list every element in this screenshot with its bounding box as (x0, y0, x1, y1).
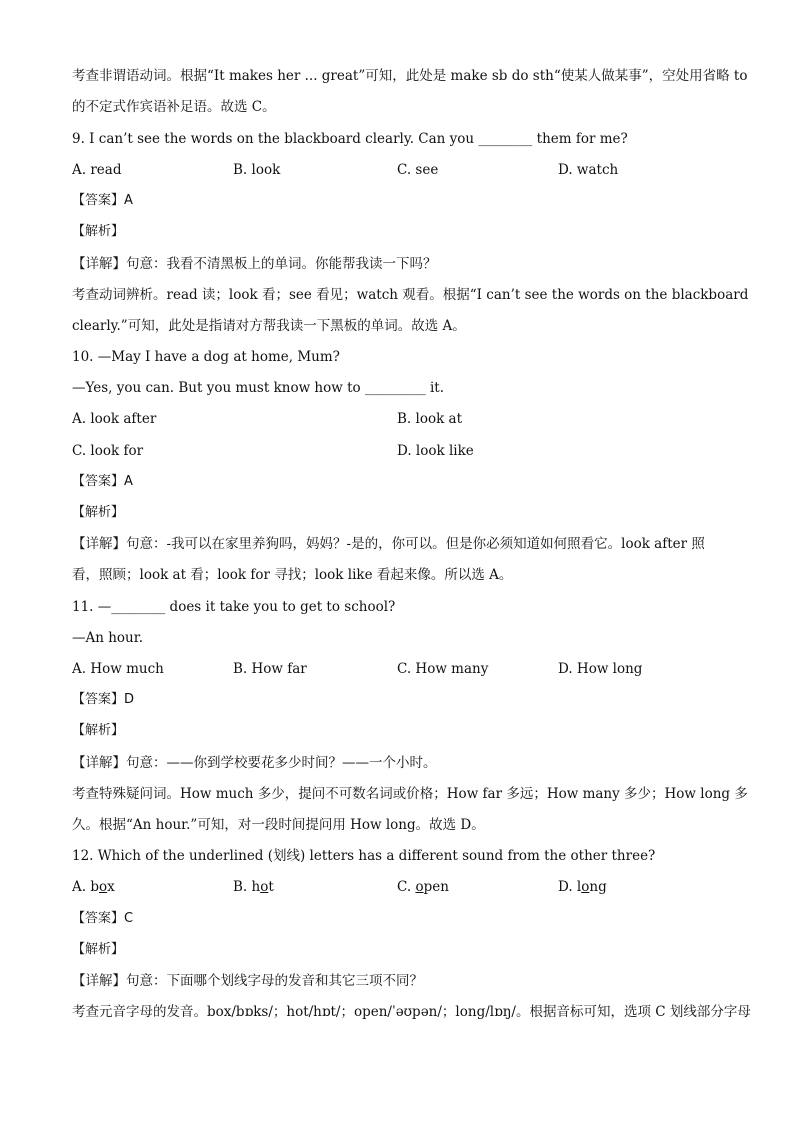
explanation-line: 考查动词辨析。read 读；look 看；see 看见；watch 观看。根据“I can’t see the words on the blackboard (72, 287, 749, 303)
question-9: 9. I can’t see the words on the blackboard clearly. Can you ________ them for me? (72, 131, 628, 147)
option-text: D. l (558, 879, 582, 895)
q11-option-b: B. How far (233, 661, 307, 677)
question-11: 11. —________ does it take you to get to school? (72, 599, 396, 615)
option-text: pen (423, 879, 449, 895)
underlined-letter: o (260, 879, 269, 895)
underlined-letter: o (581, 879, 590, 895)
detail-line: 【详解】句意：——你到学校要花多少时间？——一个小时。 (72, 755, 437, 771)
q11-option-d: D. How long (558, 661, 643, 677)
analysis-label: 【解析】 (72, 723, 125, 738)
q12-option-d (558, 878, 607, 896)
detail-line: 【详解】句意：-我可以在家里养狗吗，妈妈？-是的，你可以。但是你必须知道如何照看它。look after 照 (72, 536, 705, 552)
q12-option-b (233, 878, 274, 896)
analysis-label: 【解析】 (72, 224, 125, 239)
answer-label: 【答案】D (72, 692, 135, 707)
explanation-line: 的不定式作宾语补足语。故选 C。 (72, 99, 276, 115)
q10-option-c: C. look for (72, 443, 144, 459)
detail-line: 【详解】句意：下面哪个划线字母的发音和其它三项不同？ (72, 973, 423, 989)
q12-option-a (72, 878, 115, 896)
explanation-line: 考查特殊疑问词。How much 多少，提问不可数名词或价格；How far 多远；How many 多少；How long 多 (72, 786, 748, 802)
q12-option-c (397, 878, 449, 896)
analysis-label: 【解析】 (72, 505, 125, 520)
explanation-line: clearly.”可知，此处是指请对方帮我读一下黑板的单词。故选 A。 (72, 318, 466, 334)
analysis-label: 【解析】 (72, 942, 125, 957)
q10-option-b: B. look at (397, 411, 463, 427)
option-text: B. h (233, 879, 261, 895)
q9-option-b: B. look (233, 162, 281, 178)
q9-option-c: C. see (397, 162, 439, 178)
underlined-letter: o (415, 879, 424, 895)
option-text: x (107, 879, 115, 895)
q9-option-d: D. watch (558, 162, 619, 178)
explanation-line: 久。根据“An hour.”可知，对一段时间提问用 How long。故选 D。 (72, 817, 485, 833)
explanation-line: 考查非谓语动词。根据“It makes her ... great”可知，此处是 make sb do sth“使某人做某事”，空处用省略 to (72, 68, 748, 84)
detail-line: 【详解】句意：我看不清黑板上的单词。你能帮我读一下吗？ (72, 256, 437, 272)
option-text: A. b (72, 879, 99, 895)
answer-label: 【答案】A (72, 193, 133, 208)
question-12: 12. Which of the underlined (划线) letters has a different sound from the other three? (72, 848, 656, 864)
option-text: ng (589, 879, 607, 895)
q9-option-a: A. read (72, 162, 122, 178)
question-11-reply: —An hour. (72, 630, 144, 646)
q11-option-c: C. How many (397, 661, 489, 677)
q11-option-a: A. How much (72, 661, 164, 677)
option-text: t (268, 879, 274, 895)
answer-label: 【答案】C (72, 911, 134, 926)
q10-option-d: D. look like (397, 443, 474, 459)
q10-option-a: A. look after (72, 411, 157, 427)
question-10: 10. —May I have a dog at home, Mum? (72, 349, 340, 365)
explanation-line: 考查元音字母的发音。box/bɒks/；hot/hɒt/；open/ˈəʊpən/；long/lɒŋ/。根据音标可知，选项 C 划线部分字母 (72, 1004, 751, 1020)
question-10-reply: —Yes, you can. But you must know how to _________ it. (72, 380, 445, 396)
option-text: C. (397, 879, 416, 895)
answer-label: 【答案】A (72, 474, 133, 489)
explanation-line: 看，照顾；look at 看；look for 寻找；look like 看起来像。所以选 A。 (72, 567, 513, 583)
underlined-letter: o (98, 879, 108, 895)
